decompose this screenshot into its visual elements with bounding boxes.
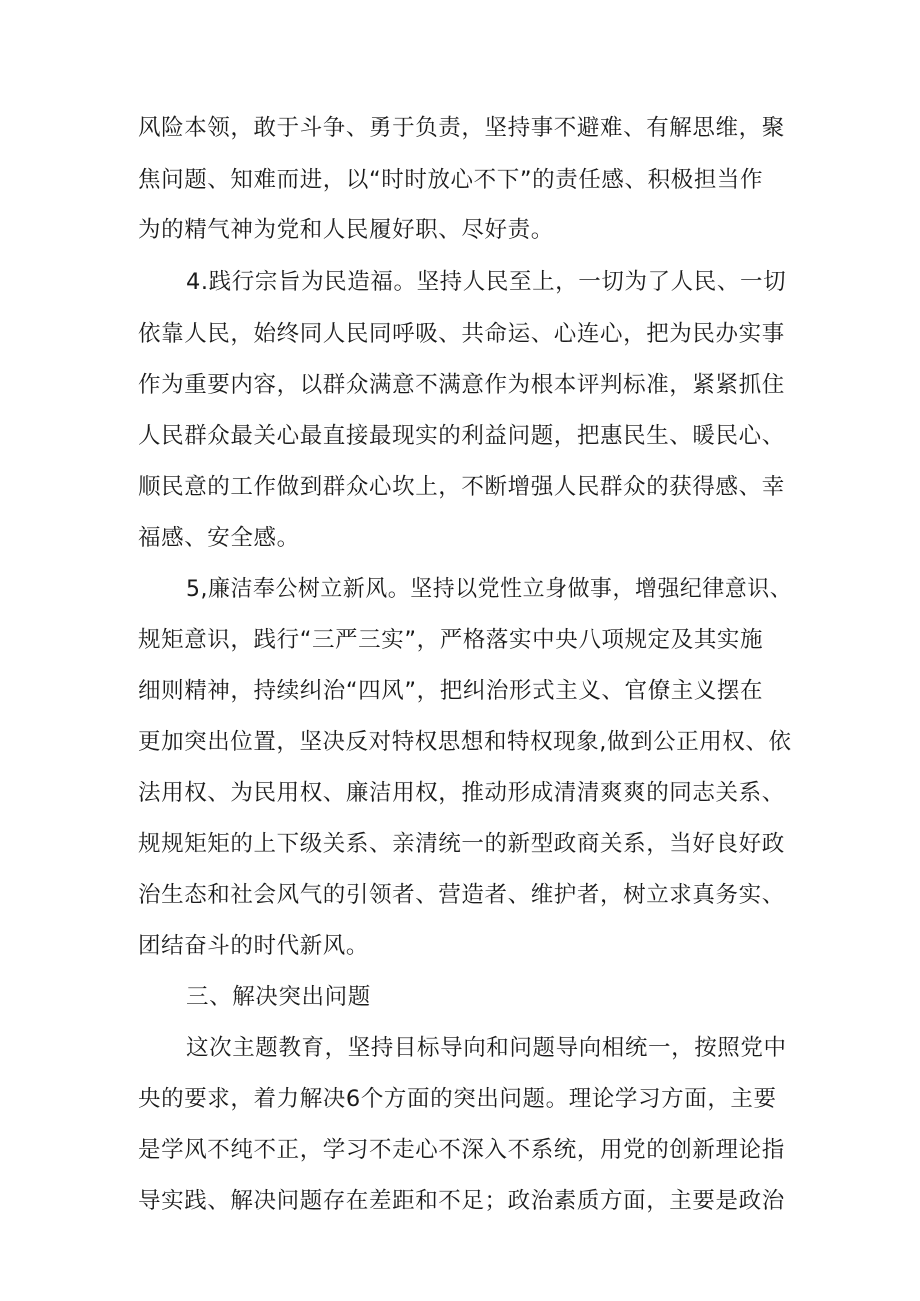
text-line: 导实践、解决问题存在差距和不足；政治素质方面，主要是政治 <box>138 1188 785 1214</box>
text-line: 是学风不纯不正，学习不走心不深入不系统，用党的创新理论指 <box>138 1137 785 1163</box>
text-line: 规规矩矩的上下级关系、亲清统一的新型政商关系，当好良好政 <box>138 831 785 857</box>
paragraph-4-heading-line: 4.践行宗旨为民造福。坚持人民至上，一切为了人民、一切 <box>186 269 787 295</box>
text-line: 为的精气神为党和人民履好职、尽好责。 <box>138 217 554 243</box>
text-line: 风险本领，敢于斗争、勇于负责，坚持事不避难、有解思维，聚 <box>138 115 785 141</box>
text-line: 细则精神，持续纠治“四风”，把纠治形式主义、官僚主义摆在 <box>138 678 764 704</box>
text-line: 福感、安全感。 <box>138 525 300 551</box>
text-line: 依靠人民，始终同人民同呼吸、共命运、心连心，把为民办实事 <box>138 321 785 347</box>
text-line: 这次主题教育，坚持目标导向和问题导向相统一，按照党中 <box>186 1035 787 1061</box>
text-line: 顺民意的工作做到群众心坎上，不断增强人民群众的获得感、幸 <box>138 474 785 500</box>
text-line: 人民群众最关心最直接最现实的利益问题，把惠民生、暖民心、 <box>138 423 785 449</box>
text-line: 治生态和社会风气的引领者、营造者、维护者，树立求真务实、 <box>138 882 785 908</box>
section-heading: 三、解决突出问题 <box>186 984 371 1010</box>
paragraph-5-heading-line: 5,廉洁奉公树立新风。坚持以党性立身做事，增强纪律意识、 <box>186 576 793 602</box>
text-line: 作为重要内容，以群众满意不满意作为根本评判标准，紧紧抓住 <box>138 372 785 398</box>
text-line: 焦问题、知难而进，以“时时放心不下”的责任感、积极担当作 <box>138 167 764 193</box>
text-line: 团结奋斗的时代新风。 <box>138 933 370 959</box>
text-line: 央的要求，着力解决6个方面的突出问题。理论学习方面，主要 <box>138 1086 777 1112</box>
text-line: 更加突出位置，坚决反对特权思想和特权现象,做到公正用权、依 <box>138 729 792 755</box>
text-line: 规矩意识，践行“三严三实”，严格落实中央八项规定及其实施 <box>138 627 764 653</box>
text-line: 法用权、为民用权、廉洁用权，推动形成清清爽爽的同志关系、 <box>138 780 785 806</box>
